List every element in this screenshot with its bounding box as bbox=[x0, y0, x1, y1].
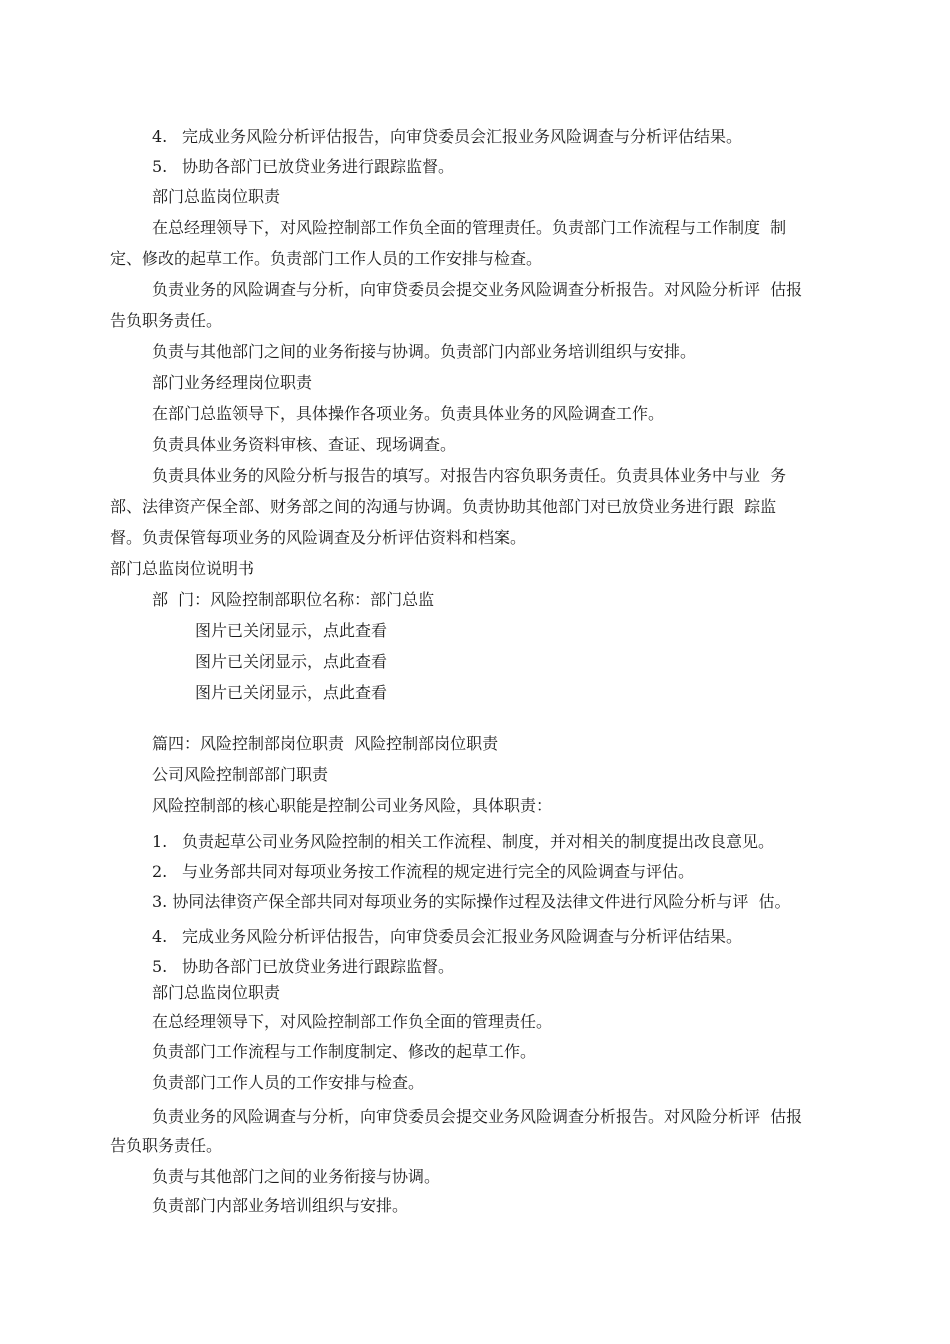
section-heading: 篇四：风险控制部岗位职责 风险控制部岗位职责 bbox=[152, 734, 499, 753]
list-item bbox=[152, 927, 742, 947]
paragraph-line: 定、修改的起草工作。负责部门工作人员的工作安排与检查。 bbox=[110, 249, 543, 268]
paragraph-line: 在总经理领导下，对风险控制部工作负全面的管理责任。负责部门工作流程与工作制度 制 bbox=[152, 218, 787, 237]
list-number: 5. bbox=[152, 157, 168, 176]
list-item bbox=[152, 157, 454, 177]
list-item bbox=[152, 862, 694, 882]
paragraph-line: 负责部门内部业务培训组织与安排。 bbox=[152, 1196, 409, 1215]
paragraph-line: 告负职务责任。 bbox=[110, 311, 223, 330]
list-item bbox=[152, 832, 774, 852]
paragraph-line: 风险控制部的核心职能是控制公司业务风险，具体职责： bbox=[152, 796, 553, 815]
image-placeholder-link[interactable]: 图片已关闭显示，点此查看 bbox=[195, 621, 388, 640]
paragraph-line: 负责与其他部门之间的业务衔接与协调。负责部门内部业务培训组织与安排。 bbox=[152, 342, 697, 361]
list-text: 协助各部门已放贷业务进行跟踪监督。 bbox=[182, 157, 455, 176]
paragraph-line: 负责业务的风险调查与分析，向审贷委员会提交业务风险调查分析报告。对风险分析评 估报 bbox=[152, 1107, 803, 1126]
list-text: 完成业务风险分析评估报告，向审贷委员会汇报业务风险调查与分析评估结果。 bbox=[182, 127, 743, 146]
paragraph-line: 负责与其他部门之间的业务衔接与协调。 bbox=[152, 1167, 441, 1186]
paragraph-line: 负责部门工作流程与工作制度制定、修改的起草工作。 bbox=[152, 1042, 537, 1061]
paragraph-line: 负责业务的风险调查与分析，向审贷委员会提交业务风险调查分析报告。对风险分析评 估报 bbox=[152, 280, 803, 299]
section-heading: 部门业务经理岗位职责 bbox=[152, 373, 313, 392]
list-number: 4. bbox=[152, 927, 168, 946]
list-number: 2. bbox=[152, 862, 168, 881]
list-number: 4. bbox=[152, 127, 168, 146]
list-text: 完成业务风险分析评估报告，向审贷委员会汇报业务风险调查与分析评估结果。 bbox=[182, 927, 743, 946]
list-number: 5. bbox=[152, 957, 168, 976]
list-text: 协助各部门已放贷业务进行跟踪监督。 bbox=[182, 957, 455, 976]
list-item bbox=[152, 127, 742, 147]
list-item bbox=[152, 957, 454, 977]
paragraph-line: 告负职务责任。 bbox=[110, 1136, 223, 1155]
paragraph-line: 负责具体业务的风险分析与报告的填写。对报告内容负职务责任。负责具体业务中与业 务 bbox=[152, 466, 787, 485]
paragraph-line: 督。负责保管每项业务的风险调查及分析评估资料和档案。 bbox=[110, 528, 527, 547]
list-text: 负责起草公司业务风险控制的相关工作流程、制度，并对相关的制度提出改良意见。 bbox=[182, 832, 775, 851]
paragraph-line: 负责部门工作人员的工作安排与检查。 bbox=[152, 1073, 425, 1092]
section-heading: 部门总监岗位职责 bbox=[152, 187, 281, 206]
paragraph-line: 部 门：风险控制部职位名称：部门总监 bbox=[152, 590, 435, 609]
list-text: 与业务部共同对每项业务按工作流程的规定进行完全的风险调查与评估。 bbox=[182, 862, 695, 881]
image-placeholder-link[interactable]: 图片已关闭显示，点此查看 bbox=[195, 683, 388, 702]
paragraph-line: 部、法律资产保全部、财务部之间的沟通与协调。负责协助其他部门对已放贷业务进行跟 踪监 bbox=[110, 497, 777, 516]
section-heading: 部门总监岗位说明书 bbox=[110, 559, 255, 578]
paragraph-line: 在总经理领导下，对风险控制部工作负全面的管理责任。 bbox=[152, 1012, 553, 1031]
section-heading: 部门总监岗位职责 bbox=[152, 983, 281, 1002]
image-placeholder-link[interactable]: 图片已关闭显示，点此查看 bbox=[195, 652, 388, 671]
list-number: 1. bbox=[152, 832, 168, 851]
section-heading: 公司风险控制部部门职责 bbox=[152, 765, 329, 784]
paragraph-line: 负责具体业务资料审核、查证、现场调查。 bbox=[152, 435, 457, 454]
paragraph-line: 在部门总监领导下，具体操作各项业务。负责具体业务的风险调查工作。 bbox=[152, 404, 665, 423]
list-item: 3. 协同法律资产保全部共同对每项业务的实际操作过程及法律文件进行风险分析与评 估。 bbox=[152, 892, 791, 911]
